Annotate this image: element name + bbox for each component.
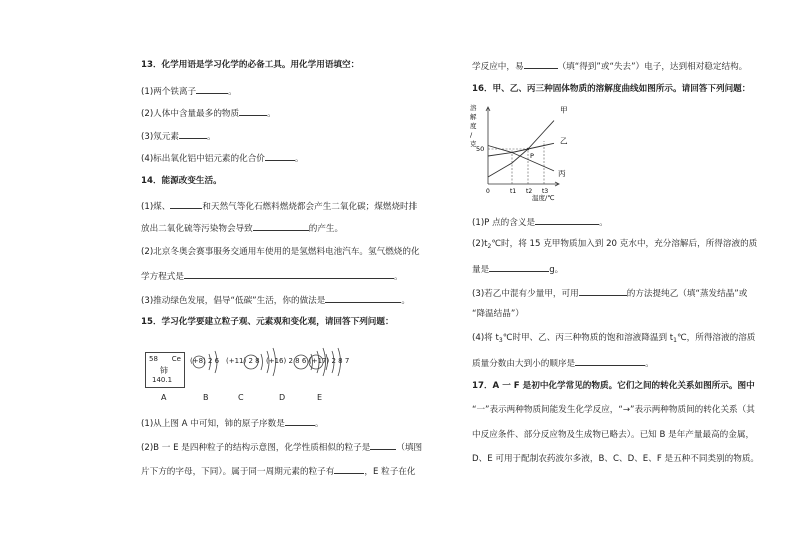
q16-item-4a: (4)将 $t_3℃$时甲、乙、丙三种物质的饱和溶液降温到 $t_1℃$，所得溶液的溶质 — [472, 333, 756, 344]
answer-blank[interactable] — [325, 293, 401, 303]
q13-item-2: (2)人体中含量最多的物质 。 — [141, 106, 276, 120]
point-p-label: P — [530, 152, 534, 160]
series-label: 丙 — [558, 168, 566, 178]
y-tick-label: 50 — [476, 145, 485, 153]
q17-line-4: D、E 可用于配制农药波尔多液，B、C、D、E、F 是五种不同类别的物质。 — [472, 454, 760, 464]
answer-blank[interactable] — [179, 129, 207, 139]
x-tick-label: t2 — [526, 188, 533, 195]
atom-b-label: (+8) 2 6 — [190, 357, 220, 365]
q15-item-1: (1)从上图 A 中可知，铈的原子序数是 。 — [141, 416, 323, 430]
answer-blank[interactable] — [184, 269, 394, 279]
q16-item-2a: $(2)t_2℃$时，将 15 克甲物质加入到 20 克水中，充分溶解后，所得溶液的质 — [472, 239, 758, 250]
q13-item-1: (1)两个铁离子 。 — [141, 84, 237, 98]
answer-blank[interactable] — [489, 262, 549, 272]
q16-item-4b: 质量分数由大到小的顺序是 。 — [472, 356, 654, 370]
x-tick-label: 0 — [486, 188, 490, 195]
y-axis-label-char: 度 — [470, 122, 477, 130]
q17-line-2: “一”表示两种物质间能发生化学反应，“→”表示两种物质间的转化关系（其 — [472, 405, 755, 415]
y-axis-label-char: 解 — [470, 113, 477, 121]
answer-blank[interactable] — [334, 464, 364, 474]
answer-blank[interactable] — [575, 356, 645, 366]
cerium-element-card — [145, 352, 185, 388]
q16-item-1: (1)P 点的含义是 。 — [472, 215, 608, 229]
q15-item-2a: (2)B 一 E 是四种粒子的结构示意图，化学性质相似的粒子是 （填图 — [141, 440, 422, 454]
answer-blank[interactable] — [170, 199, 202, 209]
y-axis-label-char: 克 — [470, 140, 477, 148]
ce-symbol: Ce — [171, 355, 181, 363]
q15-item-2b: 片下方的字母，下同）。属于同一周期元素的粒子有 ，E 粒子在化 — [141, 464, 416, 478]
answer-blank[interactable] — [285, 416, 315, 426]
atom-d-label: (+16) 2 8 6 — [266, 357, 307, 365]
q13-item-3: (3)氖元素 。 — [141, 129, 216, 143]
y-axis-label-char: 溶 — [470, 104, 477, 112]
x-tick-label: t1 — [510, 188, 517, 195]
q14-item-2b: 学方程式是 。 — [141, 269, 403, 283]
q14-title: 14．能源改变生活。 — [141, 176, 222, 186]
q16-title: 16．甲、乙、丙三种固体物质的溶解度曲线如图所示。请回答下列问题： — [472, 84, 751, 94]
atom-c-label: (+11) 2 8 — [226, 357, 260, 365]
x-axis-label: 温度/℃ — [532, 194, 555, 202]
point-p — [527, 148, 529, 150]
q14-item-1b: 放出二氧化硫等污染物会导致 的产生。 — [141, 221, 343, 235]
atom-e-label: (+17) 2 8 7 — [309, 357, 350, 365]
q13-item-4: (4)标出氧化铝中铝元素的化合价 。 — [141, 151, 304, 165]
q14-item-1a: (1)煤、 和天然气等化石燃料燃烧都会产生二氧化碳；煤燃烧时排 — [141, 199, 417, 213]
q17-line-1: 17．A 一 F 是初中化学常见的物质。它们之间的转化关系如图所示。图中 — [472, 381, 755, 391]
q15-title: 15．学习化学要建立粒子观、元素观和变化观，请回答下列问题： — [141, 317, 394, 327]
label-c: C — [238, 393, 244, 402]
shell-arc — [261, 354, 263, 370]
answer-blank[interactable] — [265, 151, 295, 161]
q14-item-3: (3)推动绿色发展，倡导“低碳”生活，你的做法是 。 — [141, 293, 410, 307]
answer-blank[interactable] — [535, 215, 599, 225]
atom-e-diagram — [306, 345, 366, 385]
q16-item-3b: “降温结晶”） — [472, 309, 524, 319]
series-label: 乙 — [560, 136, 568, 146]
label-b: B — [203, 393, 209, 402]
q14-item-2a: (2)北京冬奥会赛事服务交通用车使用的是氢燃料电池汽车。氢气燃烧的化 — [141, 247, 420, 257]
ce-mass: 140.1 — [152, 376, 173, 384]
r-continuation: 学反应中，易 （填“得到”或“失去”）电子，达到相对稳定结构。 — [472, 59, 747, 73]
q17-line-3: 中反应条件、部分反应物及生成物已略去）。已知 B 是年产量最高的金属， — [472, 430, 755, 440]
ce-name: 铈 — [160, 366, 168, 375]
q13-title: 13．化学用语是学习化学的必备工具。用化学用语填空： — [141, 60, 360, 70]
y-axis-label-char: / — [470, 131, 473, 139]
q16-item-2b: 量是 g。 — [472, 262, 563, 276]
series-label: 甲 — [560, 105, 568, 115]
solubility-chart — [462, 102, 582, 204]
answer-blank[interactable] — [370, 440, 396, 450]
answer-blank[interactable] — [196, 84, 228, 94]
answer-blank[interactable] — [524, 59, 558, 69]
label-d: D — [279, 393, 286, 402]
q16-item-3a: (3)若乙中混有少量甲，可用 的方法提纯乙（填“蒸发结晶”或 — [472, 286, 747, 300]
answer-blank[interactable] — [239, 106, 267, 116]
x-tick-label: t3 — [542, 188, 549, 195]
answer-blank[interactable] — [579, 286, 627, 296]
answer-blank[interactable] — [253, 221, 309, 231]
label-a: A — [161, 393, 167, 402]
label-e: E — [317, 393, 323, 402]
ce-atomic-number: 58 — [149, 355, 158, 363]
